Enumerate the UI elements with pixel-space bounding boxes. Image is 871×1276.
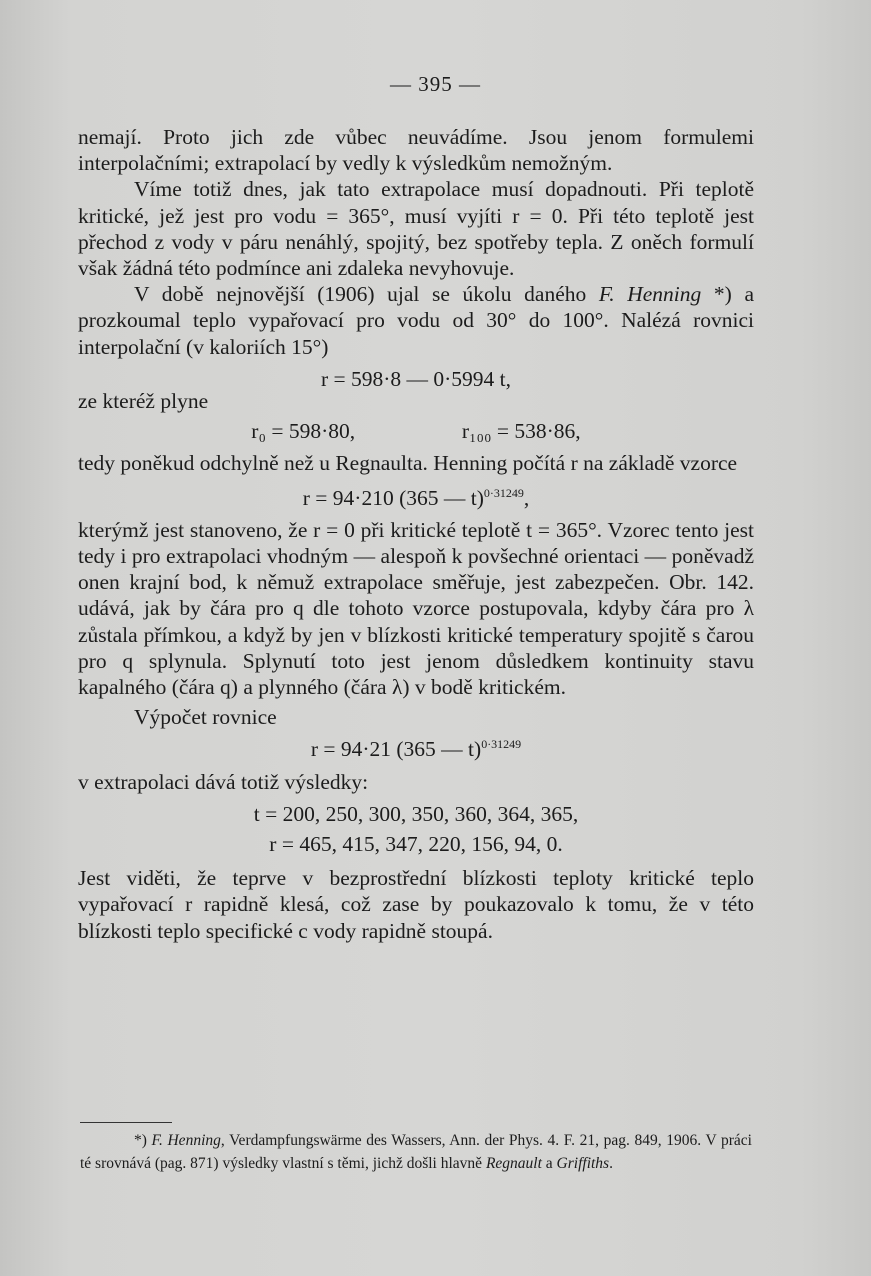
paragraph-7: Výpočet rovnice — [134, 705, 277, 730]
equation-3 — [78, 485, 754, 511]
footnote-mark: *) — [134, 1132, 152, 1149]
paragraph-2: Víme totiž dnes, jak tato extrapolace musí dopadnouti. Při teplotě kritické, jež jest pro vodu = 365°, musí vyjíti r = 0. Při této teplotě jest přechod z vody v páru nenáhlý, spojitý, bez spotřeby tepla. Z oněch formulí však žádná této podmínce ani zdaleka nevyhovuje. — [78, 177, 754, 281]
footnote — [80, 1130, 752, 1175]
paragraph-3 — [78, 281, 754, 360]
equation-3-main: r = 94·210 (365 — t) — [302, 485, 484, 510]
paragraph-1: nemají. Proto jich zde vůbec neuvádíme. Jsou jenom formulemi interpolačními; extrapolací by vedly k výsledkům nemožným. — [78, 125, 754, 176]
page-number: — 395 — — [390, 72, 481, 96]
equation-2-left: r₀ = 598·80, — [251, 419, 356, 444]
body-text — [78, 124, 754, 944]
paragraph-5: tedy poněkud odchylně než u Regnaulta. Henning počítá r na základě vzorce — [78, 451, 738, 476]
paragraph-4: ze kteréž plyne — [78, 389, 209, 414]
equation-3-tail: , — [523, 485, 530, 510]
equation-4 — [78, 736, 754, 762]
footnote-name-griffiths: Griffiths — [556, 1154, 610, 1172]
equation-5-r-values: r = 465, 415, 347, 220, 156, 94, 0. — [269, 832, 563, 857]
footnote-name-regnault: Regnault — [485, 1154, 542, 1172]
footnote-text-a: , Verdampfungswärme des Wassers, Ann. der Phys. 4. F. 21, pag. 849, 1906. V práci té srovnává (pag. 871) výsledky vlastní s těmi, jichž došli hlavně — [80, 1132, 752, 1172]
paragraph-3-text-a: V době nejnovější (1906) ujal se úkolu daného — [134, 282, 599, 307]
equation-4-main: r = 94·21 (365 — t) — [310, 737, 482, 762]
paragraph-6: kterýmž jest stanoveno, že r = 0 při kritické teplotě t = 365°. Vzorec tento jest tedy i pro extrapolaci vhodným — alespoň k povšechné orientaci — poněvadž onen krajní bod, k němuž extrapolace směřuje, jest zabezpečen. Obr. 142. udává, jak by čára pro q dle tohoto vzorce postupovala, kdyby čára pro λ zůstala přímkou, a když by jen v blízkosti kritické temperatury spojitě s čarou pro q splynula. Splynutí toto jest jenom důsledkem kontinuity stavu kapalného (čára q) a plynného (čára λ) v bodě kritickém. — [78, 517, 754, 700]
equation-5-t-values: t = 200, 250, 300, 350, 360, 364, 365, — [253, 801, 579, 826]
footnote-author: F. Henning — [151, 1132, 221, 1149]
paragraph-8: v extrapolaci dává totiž výsledky: — [78, 769, 369, 794]
equation-4-exponent: 0·31249 — [481, 737, 522, 752]
paragraph-3-text-b: *) a prozkoumal teplo vypařovací pro vodu od 30° do 100°. Nalézá rovnici interpolační (v kaloriích 15°) — [78, 282, 755, 359]
footnote-body — [80, 1130, 752, 1175]
footnote-divider — [80, 1122, 172, 1123]
equation-2 — [78, 418, 754, 444]
author-name-henning: F. Henning — [598, 282, 702, 307]
equation-2-right: r₁₀₀ = 538·86, — [461, 419, 581, 444]
equation-1: r = 598·8 — 0·5994 t, — [320, 366, 512, 391]
paragraph-9: Jest viděti, že teprve v bezprostřední blízkosti teploty kritické teplo vypařovací r rapidně klesá, což zase by poukazovalo k tomu, že v této blízkosti teplo specifické c vody rapidně stoupá. — [78, 866, 754, 943]
footnote-text-c: . — [609, 1154, 613, 1172]
equation-3-exponent: 0·31249 — [483, 485, 524, 500]
footnote-text-b: a — [541, 1154, 557, 1172]
